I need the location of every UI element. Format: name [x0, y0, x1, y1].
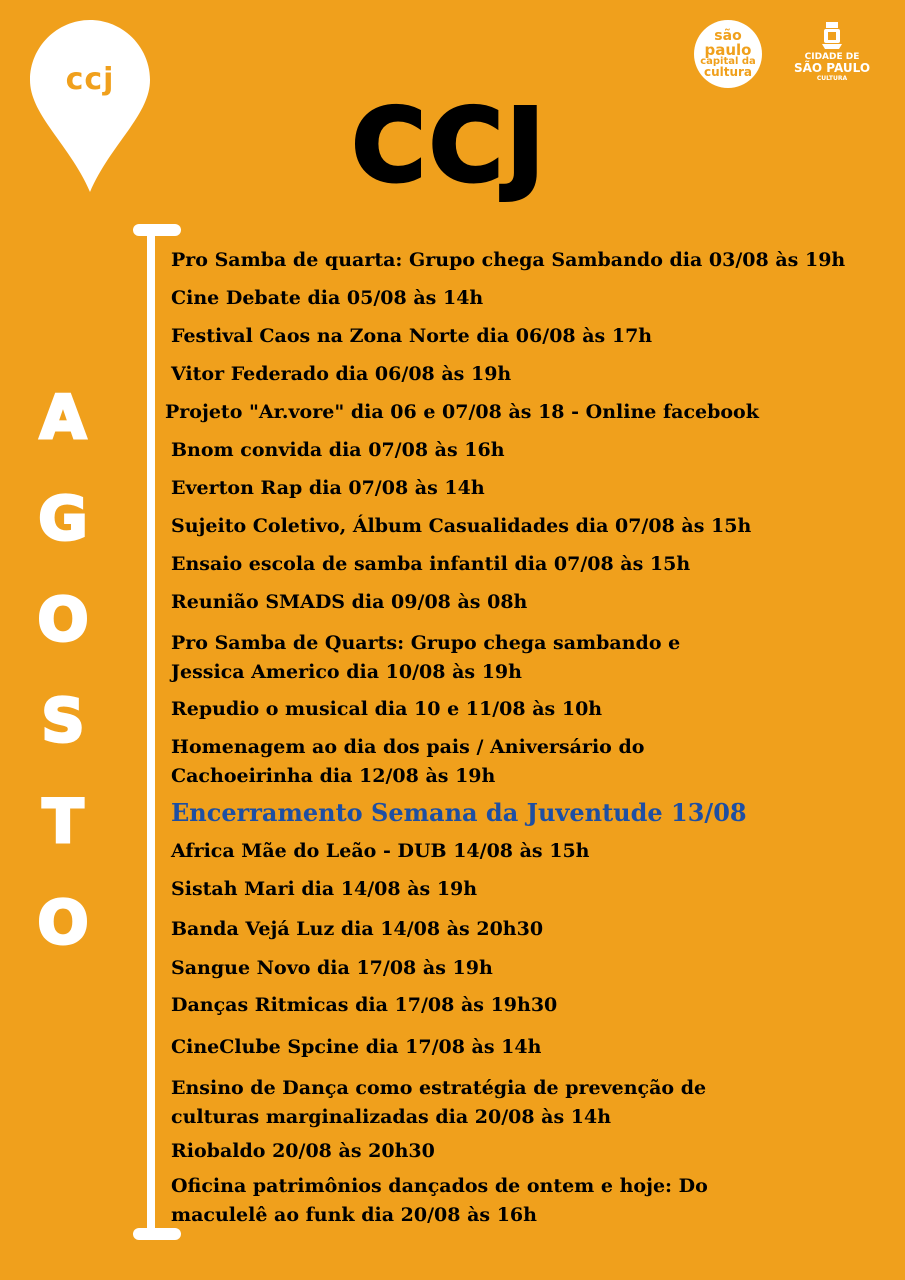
month-letter: O [37, 888, 89, 958]
event-item: Sujeito Coletivo, Álbum Casualidades dia 07/08 às 15h [171, 515, 752, 537]
event-item: Cine Debate dia 05/08 às 14h [171, 287, 484, 309]
month-letter: A [39, 383, 87, 453]
event-item: Vitor Federado dia 06/08 às 19h [171, 363, 512, 385]
event-item: Ensino de Dança como estratégia de prevenção de [171, 1077, 707, 1099]
event-item: Festival Caos na Zona Norte dia 06/08 às 17h [171, 325, 653, 347]
partner-logo-line4: cultura [703, 64, 753, 79]
city-crest-icon [819, 22, 845, 50]
month-letter: T [42, 787, 84, 857]
event-item-highlight: Encerramento Semana da Juventude 13/08 [171, 798, 747, 827]
event-item: Danças Ritmicas dia 17/08 às 19h30 [171, 994, 558, 1016]
event-item: Riobaldo 20/08 às 20h30 [171, 1140, 435, 1162]
event-item: Cachoeirinha dia 12/08 às 19h [171, 765, 496, 787]
city-logo-line1: CIDADE DE [804, 52, 860, 62]
event-item: Projeto "Ar.vore" dia 06 e 07/08 às 18 - Online facebook [165, 401, 759, 423]
event-item: maculelê ao funk dia 20/08 às 16h [171, 1204, 537, 1226]
month-letter: S [41, 686, 85, 756]
page-title: CCJ [352, 87, 548, 204]
event-item: Banda Vejá Luz dia 14/08 às 20h30 [171, 918, 544, 940]
month-vertical-label [28, 378, 98, 984]
partner-logo-line3: capital da [700, 56, 756, 68]
event-item: Ensaio escola de samba infantil dia 07/08 às 15h [171, 553, 691, 575]
event-item: Sangue Novo dia 17/08 às 19h [171, 957, 493, 979]
event-item: Reunião SMADS dia 09/08 às 08h [171, 591, 528, 613]
month-letter: O [37, 585, 89, 655]
city-logo-line3: CULTURA [816, 75, 848, 82]
event-item: Jessica Americo dia 10/08 às 19h [171, 661, 522, 683]
event-item: Sistah Mari dia 14/08 às 19h [171, 878, 478, 900]
event-item: culturas marginalizadas dia 20/08 às 14h [171, 1106, 612, 1128]
event-item: Oficina patrimônios dançados de ontem e hoje: Do [171, 1175, 708, 1197]
event-item: Repudio o musical dia 10 e 11/08 às 10h [171, 698, 603, 720]
event-item: Everton Rap dia 07/08 às 14h [171, 477, 485, 499]
ccj-pin-logo [30, 20, 150, 192]
partner-logo-line2: paulo [704, 41, 752, 60]
event-item: Pro Samba de Quarts: Grupo chega sambando e [171, 632, 681, 654]
partner-logo-line1: são [714, 27, 742, 44]
city-logo-line2: SÃO PAULO [793, 61, 871, 75]
event-item: Homenagem ao dia dos pais / Aniversário do [171, 736, 645, 758]
sao-paulo-capital-cultura-logo [694, 20, 762, 88]
timeline-bar [147, 230, 155, 1234]
month-letter: G [38, 484, 88, 554]
event-item: Bnom convida dia 07/08 às 16h [171, 439, 505, 461]
event-item: Africa Mãe do Leão - DUB 14/08 às 15h [171, 840, 590, 862]
timeline-bar-top-cap [133, 224, 181, 236]
event-item: CineClube Spcine dia 17/08 às 14h [171, 1036, 542, 1058]
event-item: Pro Samba de quarta: Grupo chega Sambando dia 03/08 às 19h [171, 249, 846, 271]
cidade-sao-paulo-logo [792, 22, 872, 83]
ccj-logo-text: ccj [65, 62, 115, 97]
